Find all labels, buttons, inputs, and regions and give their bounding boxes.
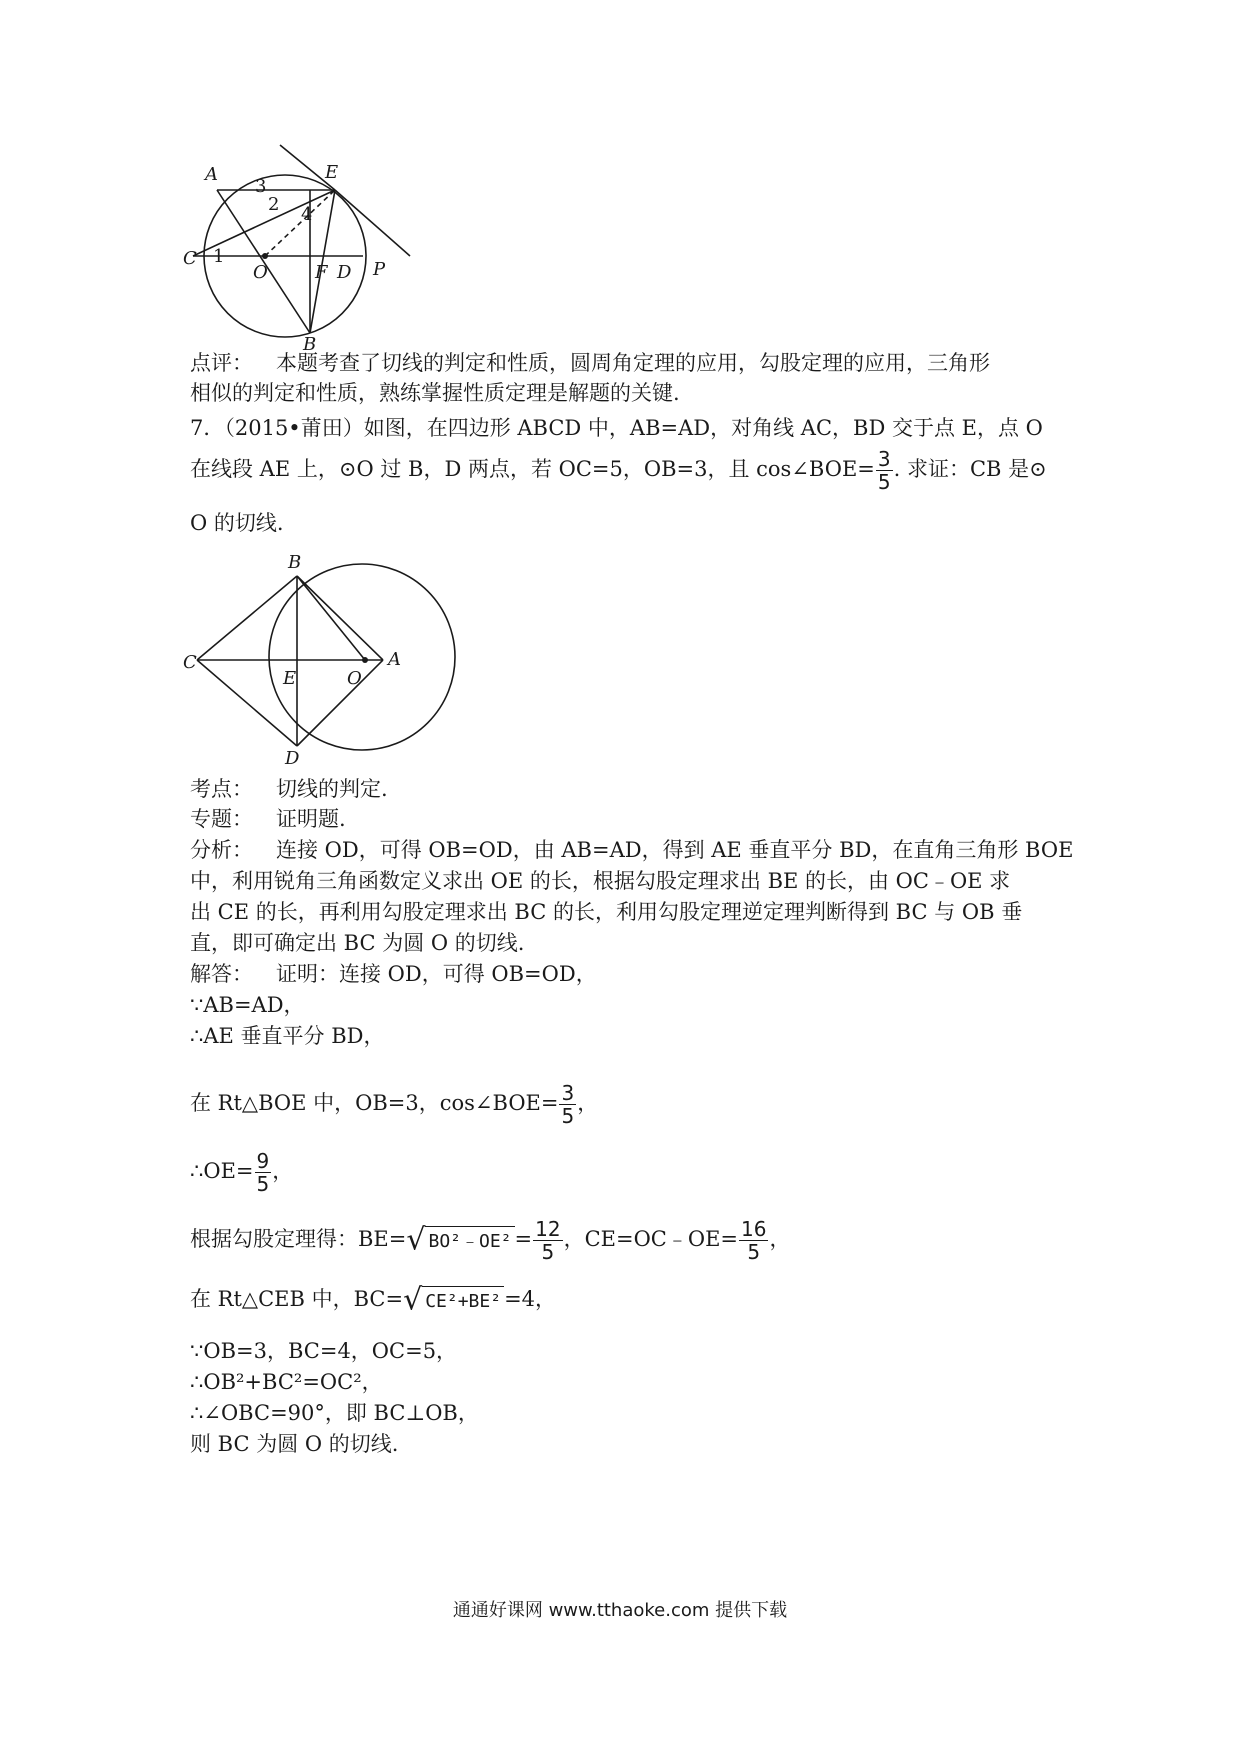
review-text-2: 相似的判定和性质，熟练掌握性质定理是解题的关键. <box>190 381 680 405</box>
jieda-text-1: 证明：连接 OD，可得 OB=OD， <box>276 962 597 986</box>
fraction-oe: $\frac{9}{5}$ <box>256 1149 270 1196</box>
fraction-cos: $\frac{3}{5}$ <box>877 447 891 494</box>
review-line-1 <box>190 350 990 376</box>
fenxi-line-3: 出 CE 的长，再利用勾股定理求出 BC 的长，利用勾股定理逆定理判断得到 BC 与 OB 垂 <box>190 900 1023 924</box>
problem-line-2 <box>190 448 1047 493</box>
label-c: C <box>183 248 197 269</box>
label-o: O <box>253 262 268 283</box>
center-point <box>262 253 268 259</box>
jieda-line-7: 在 Rt△CEB 中，BC=√ CE²+BE² =4， <box>190 1282 557 1318</box>
jieda-label: 解答： <box>190 962 253 986</box>
segment-bo <box>297 576 365 660</box>
jieda-line-11: 则 BC 为圆 O 的切线. <box>190 1432 399 1456</box>
kaodian-label: 考点： <box>190 777 253 801</box>
jieda-line-6: 根据勾股定理得：BE=√ BO²﹣OE² = $\frac{12}{5}$ ，CE=OC﹣OE= $\frac{16}{5}$ ， <box>190 1217 791 1264</box>
fenxi-line-4: 直，即可确定出 BC 为圆 O 的切线. <box>190 931 525 955</box>
label-a: A <box>205 164 218 185</box>
label-angle-1: 1 <box>213 246 225 267</box>
jieda-line-8: ∵OB=3，BC=4，OC=5， <box>190 1339 458 1363</box>
review-text-1: 本题考查了切线的判定和性质，圆周角定理的应用，勾股定理的应用，三角形 <box>276 351 990 375</box>
zhuanti-label: 专题： <box>190 807 253 831</box>
zhuanti-line <box>190 806 346 832</box>
label-angle-2: 2 <box>268 194 280 215</box>
label-o2: O <box>347 668 362 689</box>
fraction-be: $\frac{12}{5}$ <box>535 1217 561 1264</box>
label-e2: E <box>283 668 297 689</box>
fraction-ce: $\frac{16}{5}$ <box>741 1217 767 1264</box>
label-e: E <box>325 162 339 183</box>
label-f: F <box>315 262 328 283</box>
figure-quadrilateral-circle <box>183 550 465 769</box>
jieda-line-1 <box>190 961 597 987</box>
label-d2: D <box>285 748 300 769</box>
problem-line-1: 7．（2015•莆田）如图，在四边形 ABCD 中，AB=AD，对角线 AC，BD 交于点 E，点 O <box>190 416 1043 440</box>
kaodian-text: 切线的判定. <box>276 777 388 801</box>
jieda-line-5: ∴OE= $\frac{9}{5}$ ， <box>190 1149 294 1196</box>
segment-ba <box>297 576 383 660</box>
review-label: 点评： <box>190 351 253 375</box>
label-b: B <box>303 334 317 355</box>
label-d: D <box>337 262 352 283</box>
kaodian-line <box>190 776 388 802</box>
zhuanti-text: 证明题. <box>276 807 346 831</box>
problem-line-2-pre: 在线段 AE 上，⊙O 过 B，D 两点，若 OC=5，OB=3，且 cos∠BOE= <box>190 457 875 481</box>
fenxi-line-1 <box>190 837 1073 863</box>
jieda-line-2: ∵AB=AD， <box>190 993 305 1017</box>
sqrt-bc: √ CE²+BE² <box>403 1286 504 1315</box>
jieda-line-4: 在 Rt△BOE 中，OB=3，cos∠BOE= $\frac{3}{5}$ ， <box>190 1081 599 1128</box>
label-c2: C <box>183 652 197 673</box>
label-angle-4: 4 <box>301 204 313 225</box>
segment-ad <box>297 660 383 746</box>
problem-line-2-post: . 求证：CB 是⊙ <box>893 457 1047 481</box>
figure-circle-tangent-1 <box>183 150 435 355</box>
problem-line-3: O 的切线. <box>190 511 284 535</box>
fenxi-text-1: 连接 OD，可得 OB=OD，由 AB=AD，得到 AE 垂直平分 BD，在直角三角形 BOE <box>276 838 1074 862</box>
sqrt-be: √ BO²﹣OE² <box>406 1226 514 1255</box>
jieda-line-9: ∴OB²+BC²=OC²， <box>190 1370 383 1394</box>
center-point-o <box>362 657 368 663</box>
jieda-line-10: ∴∠OBC=90°，即 BC⊥OB， <box>190 1401 479 1425</box>
fraction-cos-2: $\frac{3}{5}$ <box>561 1081 575 1128</box>
page-footer: 通通好课网 www.tthaoke.com 提供下载 <box>452 1600 788 1621</box>
segment-ep <box>335 190 410 256</box>
fenxi-line-2: 中，利用锐角三角函数定义求出 OE 的长，根据勾股定理求出 BE 的长，由 OC﹣OE 求 <box>190 869 1011 893</box>
jieda-line-3: ∴AE 垂直平分 BD， <box>190 1024 385 1048</box>
fenxi-label: 分析： <box>190 838 253 862</box>
segment-cb <box>197 576 297 660</box>
label-angle-3: 3 <box>255 176 267 197</box>
label-p: P <box>373 259 386 280</box>
label-b2: B <box>288 552 302 573</box>
label-a2: A <box>388 649 401 670</box>
